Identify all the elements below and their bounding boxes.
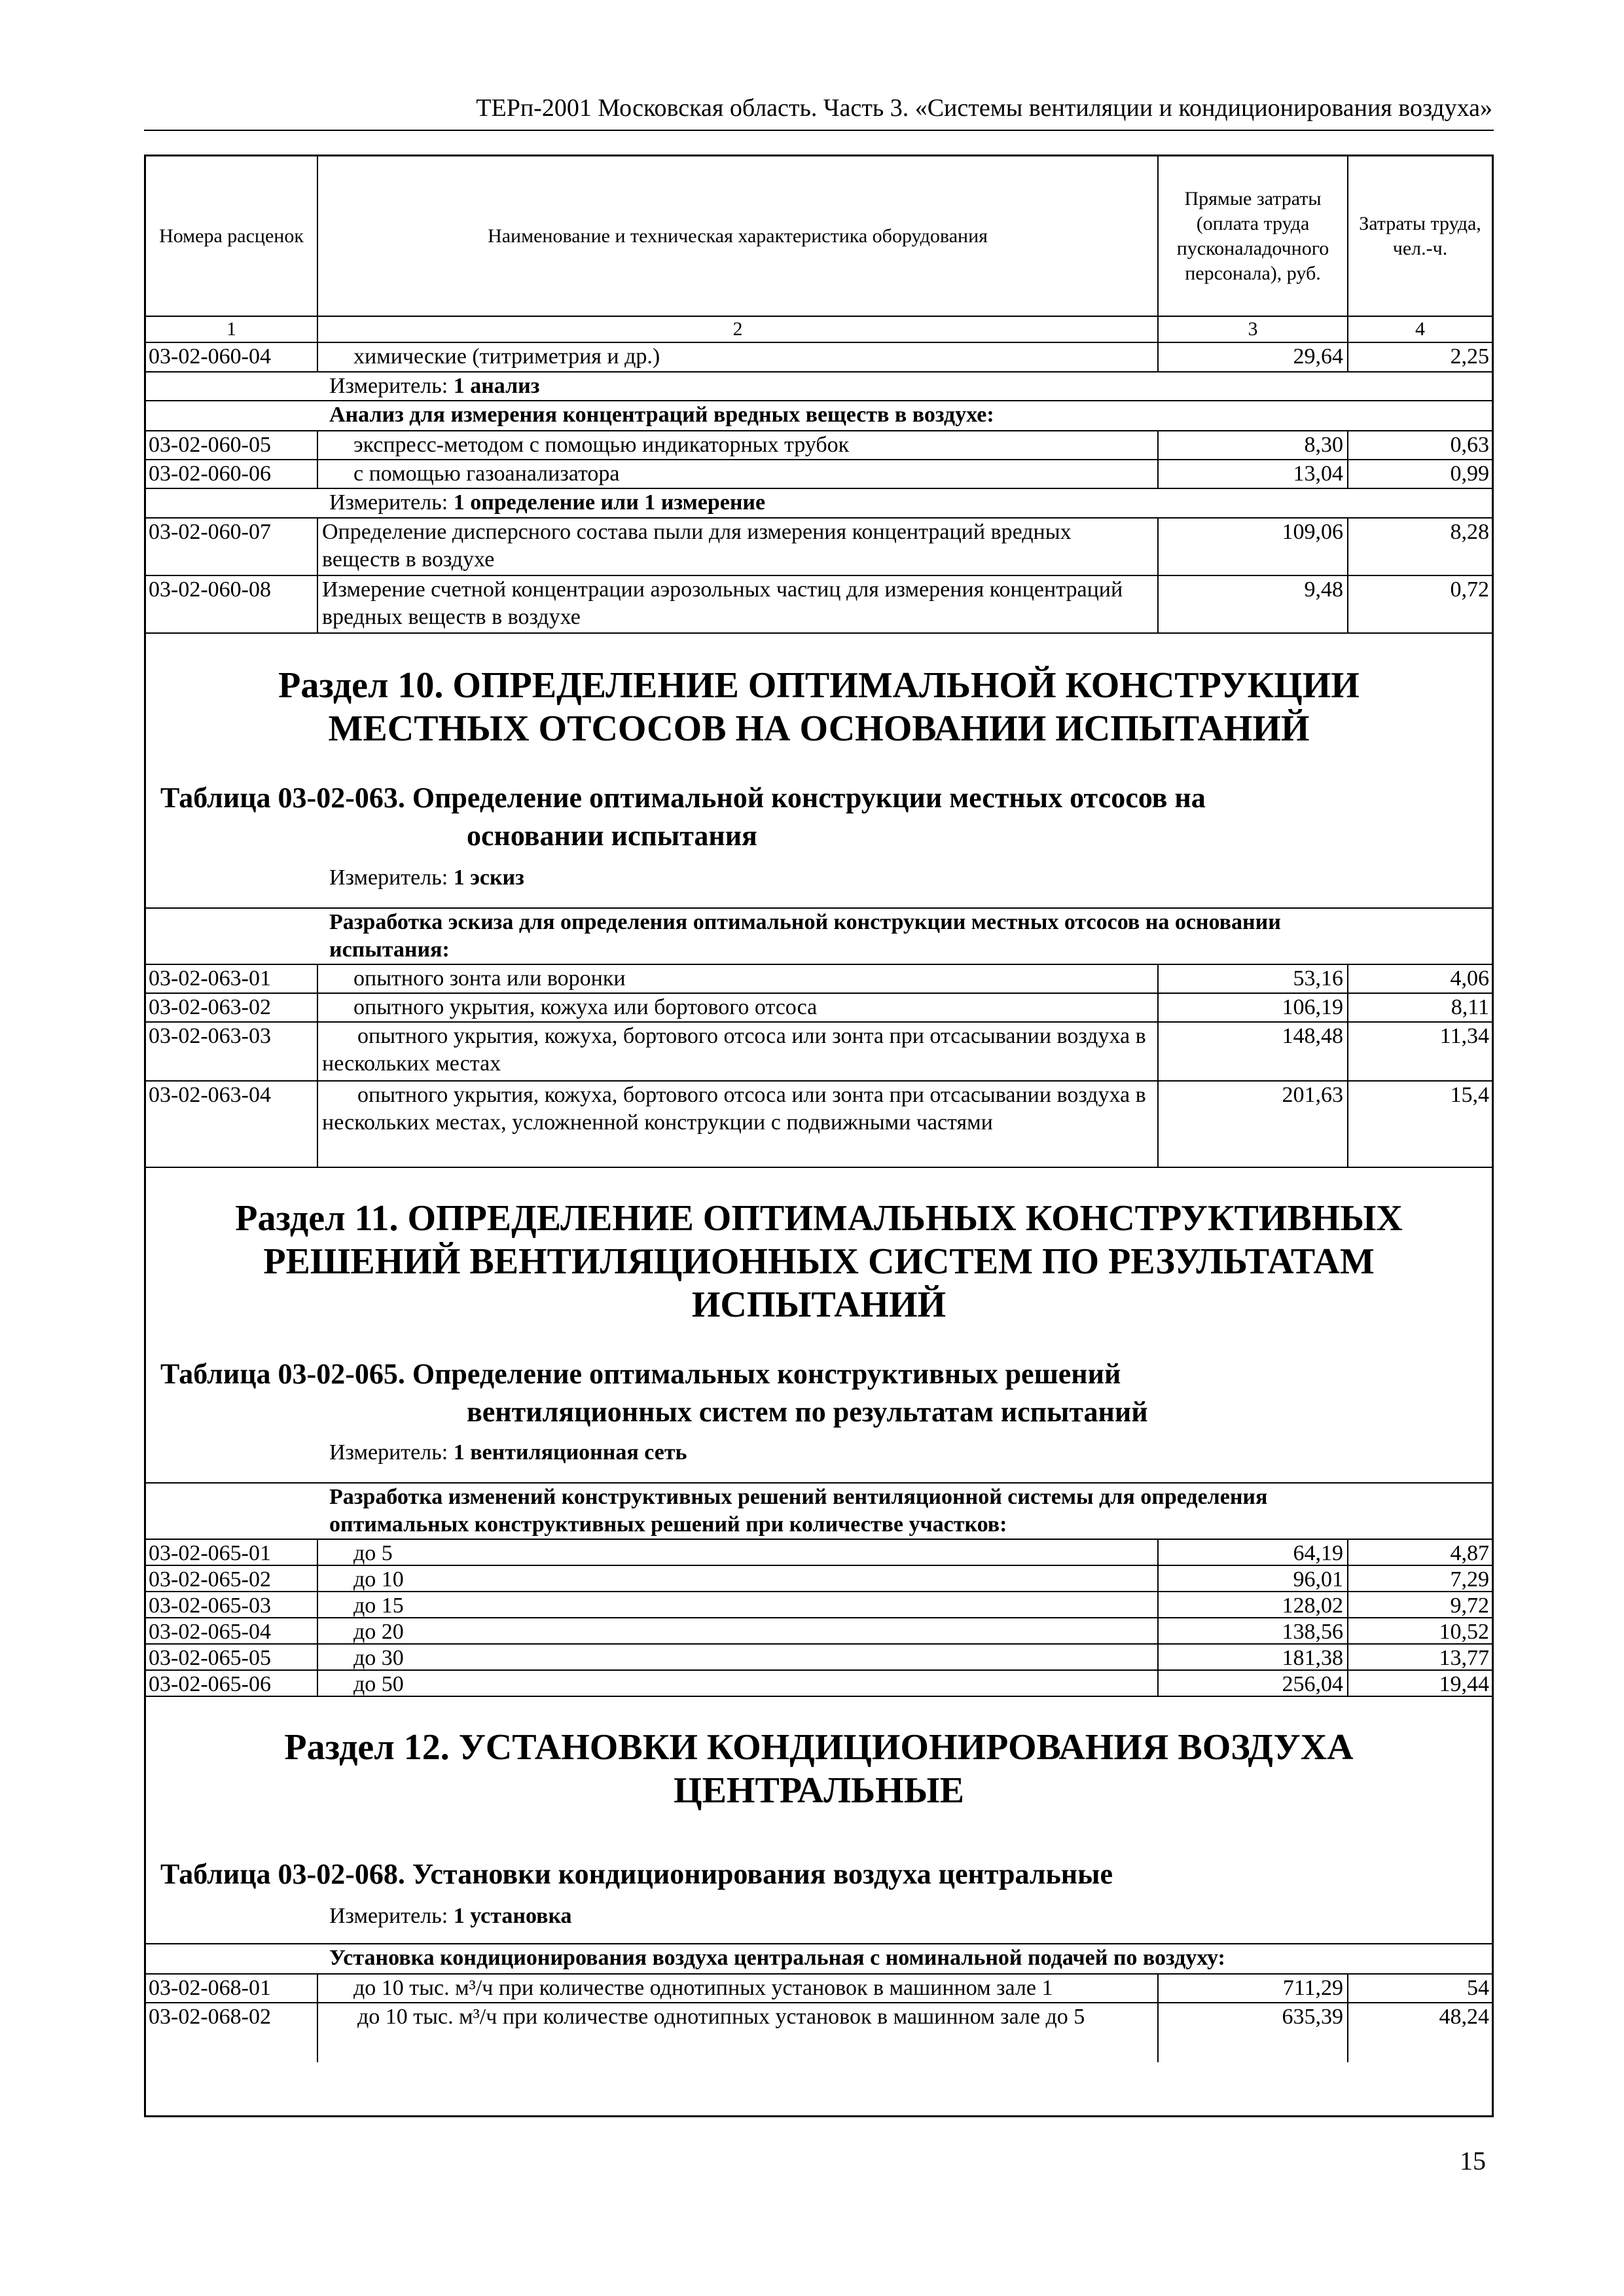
table-065-title-line2: вентиляционных систем по результатам испытаний — [467, 1396, 1148, 1428]
rate-name: опытного укрытия, кожуха, бортового отсоса или зонта при отсасывании воздуха в нескольких местах — [318, 1023, 1159, 1080]
table-063-title-line1: Таблица 03-02-063. Определение оптимальной конструкции местных отсосов на — [160, 782, 1206, 814]
rate-cost: 181,38 — [1159, 1645, 1348, 1669]
rate-labor: 8,11 — [1451, 995, 1489, 1019]
rate-cost: 128,02 — [1159, 1592, 1348, 1617]
rate-labor: 0,99 — [1450, 462, 1489, 486]
table-row — [146, 519, 1492, 576]
rate-code: 03-02-065-03 — [146, 1592, 318, 1617]
col-number-1: 1 — [146, 317, 318, 342]
rate-name: экспресс-методом с помощью индикаторных трубок — [318, 431, 1159, 459]
rate-code: 03-02-065-06 — [146, 1671, 318, 1696]
unit-value: 1 вентиляционная сеть — [453, 1440, 687, 1465]
table-row — [146, 1975, 1492, 2003]
unit-label: Измеритель: — [329, 374, 448, 398]
unit-value: 1 определение или 1 измерение — [453, 490, 766, 515]
unit-line — [329, 1903, 572, 1930]
section-11-block — [146, 1168, 1492, 1484]
table-063-title-line2: основании испытания — [467, 820, 757, 852]
unit-row — [146, 489, 1492, 519]
header-col-name: Наименование и техническая характеристика оборудования — [318, 156, 1159, 316]
rates-table — [144, 155, 1494, 2117]
section-10-title-line1: Раздел 10. ОПРЕДЕЛЕНИЕ ОПТИМАЛЬНОЙ КОНСТРУКЦИИ — [278, 665, 1360, 706]
rate-labor: 10,52 — [1439, 1620, 1489, 1644]
rate-cost: 96,01 — [1159, 1566, 1348, 1591]
rate-code: 03-02-060-05 — [146, 431, 318, 459]
rate-code: 03-02-065-05 — [146, 1645, 318, 1669]
section-12-title-line2: ЦЕНТРАЛЬНЫЕ — [674, 1770, 964, 1811]
rate-cost: 138,56 — [1159, 1618, 1348, 1643]
group-heading-row — [146, 1944, 1492, 1975]
table-header-row — [146, 156, 1492, 317]
rate-name: опытного укрытия, кожуха, бортового отсоса или зонта при отсасывании воздуха в нескольких местах, усложненной конструкции с подвижными частями — [318, 1082, 1159, 1167]
rate-code: 03-02-060-06 — [146, 460, 318, 488]
rate-labor: 9,72 — [1450, 1594, 1489, 1618]
rate-code: 03-02-065-01 — [146, 1540, 318, 1565]
rate-code: 03-02-063-03 — [146, 1023, 318, 1080]
group-heading-row — [146, 1484, 1492, 1540]
table-row — [146, 1645, 1492, 1671]
col-number-3: 3 — [1159, 317, 1348, 342]
rate-labor: 0,72 — [1450, 577, 1489, 602]
rate-labor: 7,29 — [1450, 1567, 1489, 1592]
rate-code: 03-02-063-02 — [146, 994, 318, 1021]
rate-labor: 4,87 — [1450, 1541, 1489, 1565]
rate-labor: 15,4 — [1450, 1083, 1489, 1107]
rate-cost: 29,64 — [1159, 343, 1348, 371]
rate-name: до 10 тыс. м³/ч при количестве однотипных установок в машинном зале до 5 — [318, 2003, 1159, 2062]
rate-code: 03-02-060-07 — [146, 519, 318, 575]
table-row — [146, 1618, 1492, 1645]
rate-code: 03-02-063-01 — [146, 965, 318, 993]
rate-cost: 711,29 — [1159, 1975, 1348, 2002]
section-10-block — [146, 634, 1492, 909]
rate-name: химические (титриметрия и др.) — [318, 343, 1159, 371]
table-row — [146, 994, 1492, 1023]
col-number-4: 4 — [1415, 318, 1425, 340]
rate-cost: 106,19 — [1159, 994, 1348, 1021]
rate-name: опытного зонта или воронки — [318, 965, 1159, 993]
rate-name: до 5 — [318, 1540, 1159, 1565]
table-row — [146, 343, 1492, 373]
section-12-block — [146, 1697, 1492, 1944]
table-065-title-line1: Таблица 03-02-065. Определение оптимальных конструктивных решений — [160, 1358, 1121, 1390]
rate-name: до 10 — [318, 1566, 1159, 1591]
table-row — [146, 1671, 1492, 1697]
group-heading: Установка кондиционирования воздуха центральная с номинальной подачей по воздуху: — [329, 1946, 1225, 1970]
table-row — [146, 1023, 1492, 1082]
header-rule — [144, 130, 1494, 131]
header-col-cost: Прямые затраты (оплата труда пусконаладочного персонала), руб. — [1159, 156, 1348, 316]
rate-name: до 15 — [318, 1592, 1159, 1617]
rate-code: 03-02-065-02 — [146, 1566, 318, 1591]
section-11-title-line1: Раздел 11. ОПРЕДЕЛЕНИЕ ОПТИМАЛЬНЫХ КОНСТРУКТИВНЫХ — [235, 1198, 1403, 1239]
rate-cost: 9,48 — [1159, 576, 1348, 632]
table-row — [146, 1566, 1492, 1592]
table-row — [146, 1082, 1492, 1168]
rate-code: 03-02-065-04 — [146, 1618, 318, 1643]
unit-value: 1 установка — [453, 1904, 572, 1928]
group-heading: Анализ для измерения концентраций вредных веществ в воздухе: — [329, 403, 994, 427]
rate-cost: 256,04 — [1159, 1671, 1348, 1696]
group-heading: Разработка изменений конструктивных решений вентиляционной системы для определения оптимальных конструктивных решений при количестве участков: — [329, 1485, 1268, 1537]
rate-labor: 48,24 — [1439, 2005, 1489, 2029]
rate-name: до 20 — [318, 1618, 1159, 1643]
table-row — [146, 460, 1492, 489]
rate-name: до 50 — [318, 1671, 1159, 1696]
group-heading-row — [146, 909, 1492, 965]
rate-labor: 2,25 — [1450, 344, 1489, 369]
rate-cost: 13,04 — [1159, 460, 1348, 488]
unit-line — [146, 373, 1492, 400]
column-number-row — [146, 317, 1492, 343]
rate-name: с помощью газоанализатора — [318, 460, 1159, 488]
unit-value: 1 анализ — [453, 374, 540, 398]
unit-line — [146, 489, 1492, 517]
rate-code: 03-02-063-04 — [146, 1082, 318, 1167]
rate-code: 03-02-068-01 — [146, 1975, 318, 2002]
rate-labor: 4,06 — [1450, 966, 1489, 991]
section-12-title-line1: Раздел 12. УСТАНОВКИ КОНДИЦИОНИРОВАНИЯ ВОЗДУХА — [284, 1727, 1354, 1768]
table-row — [146, 965, 1492, 994]
rate-name: до 10 тыс. м³/ч при количестве однотипных установок в машинном зале 1 — [318, 1975, 1159, 2002]
table-row — [146, 2003, 1492, 2062]
rate-code: 03-02-060-08 — [146, 576, 318, 632]
rate-labor: 11,34 — [1439, 1024, 1489, 1048]
rate-labor: 13,77 — [1439, 1646, 1489, 1670]
section-11-title-line3: ИСПЫТАНИЙ — [691, 1285, 947, 1325]
col-number-2: 2 — [318, 317, 1159, 342]
rate-cost: 64,19 — [1159, 1540, 1348, 1565]
rate-cost: 109,06 — [1159, 519, 1348, 575]
unit-row — [146, 373, 1492, 401]
header-col-code: Номера расценок — [146, 156, 318, 316]
rate-cost: 8,30 — [1159, 431, 1348, 459]
rate-name: Определение дисперсного состава пыли для измерения концентраций вредных веществ в воздухе — [318, 519, 1159, 575]
table-068-title: Таблица 03-02-068. Установки кондиционирования воздуха центральные — [160, 1858, 1113, 1890]
group-heading-row — [146, 401, 1492, 431]
table-row — [146, 431, 1492, 460]
section-10-title-line2: МЕСТНЫХ ОТСОСОВ НА ОСНОВАНИИ ИСПЫТАНИЙ — [328, 708, 1310, 749]
group-heading: Разработка эскиза для определения оптимальной конструкции местных отсосов на основании испытания: — [329, 910, 1281, 962]
table-row — [146, 1540, 1492, 1566]
rate-cost: 635,39 — [1159, 2003, 1348, 2062]
unit-line — [329, 1439, 687, 1467]
table-row — [146, 1592, 1492, 1618]
unit-label: Измеритель: — [329, 1904, 448, 1928]
unit-label: Измеритель: — [329, 1440, 448, 1465]
rate-code: 03-02-068-02 — [146, 2003, 318, 2062]
section-11-title-line2: РЕШЕНИЙ ВЕНТИЛЯЦИОННЫХ СИСТЕМ ПО РЕЗУЛЬТАТАМ — [263, 1241, 1375, 1282]
table-row — [146, 576, 1492, 634]
rate-cost: 201,63 — [1159, 1082, 1348, 1167]
rate-labor: 19,44 — [1439, 1672, 1489, 1696]
rate-name: Измерение счетной концентрации аэрозольных частиц для измерения концентраций вредных веществ в воздухе — [318, 576, 1159, 632]
unit-line — [329, 864, 524, 892]
page-number: 15 — [1460, 2146, 1486, 2176]
rate-labor: 54 — [1467, 1976, 1489, 2000]
rate-code: 03-02-060-04 — [146, 343, 318, 371]
rate-cost: 53,16 — [1159, 965, 1348, 993]
rate-labor: 8,28 — [1450, 520, 1489, 544]
rate-name: опытного укрытия, кожуха или бортового отсоса — [318, 994, 1159, 1021]
unit-label: Измеритель: — [329, 490, 448, 515]
page-header: ТЕРп-2001 Московская область. Часть 3. «Системы вентиляции и кондиционирования воздуха» — [476, 94, 1492, 122]
header-col-labor: Затраты труда, чел.-ч. — [1359, 212, 1481, 259]
rate-name: до 30 — [318, 1645, 1159, 1669]
unit-label: Измеритель: — [329, 866, 448, 890]
rate-labor: 0,63 — [1450, 433, 1489, 457]
unit-value: 1 эскиз — [453, 866, 524, 890]
rate-cost: 148,48 — [1159, 1023, 1348, 1080]
